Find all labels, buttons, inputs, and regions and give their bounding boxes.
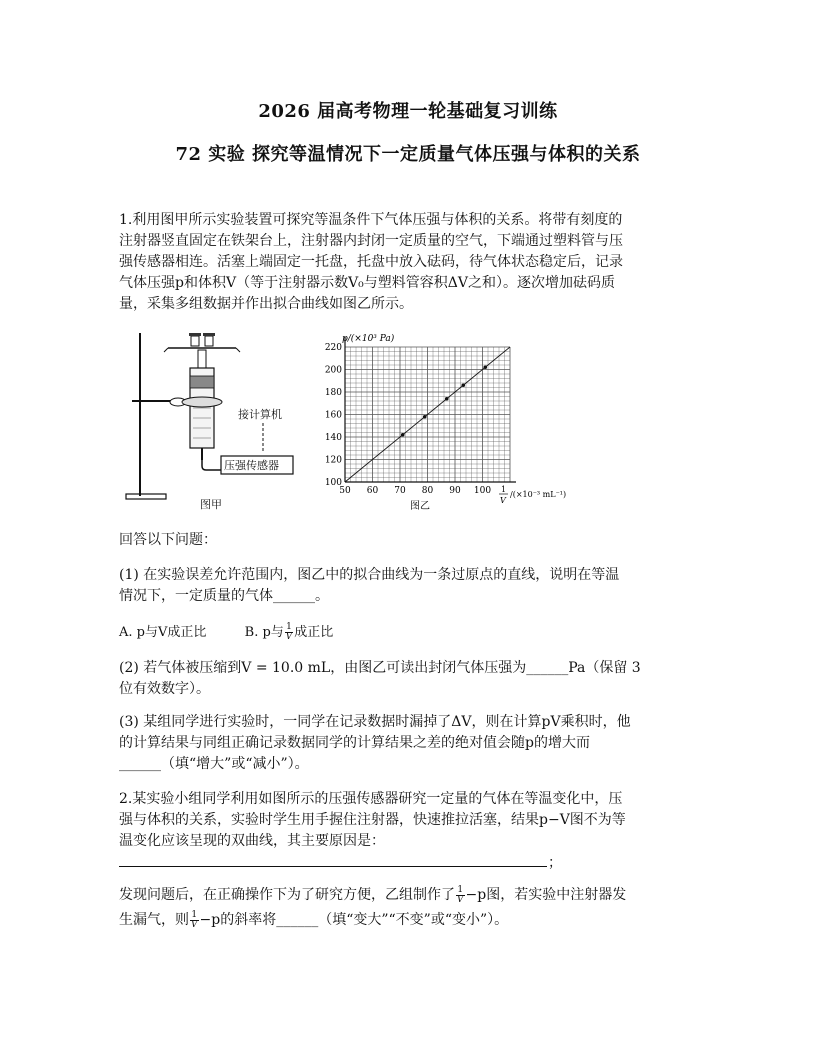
q1-sub3-line: 的计算结果与同组正确记录数据同学的计算结果之差的绝对值会随p的增大而 (119, 735, 590, 751)
q1-sub1-line: 情况下，一定质量的气体______。 (119, 588, 329, 604)
chart-x-tick-label: 100 (473, 486, 492, 496)
q1-intro-line: 量，采集多组数据并作出拟合曲线如图乙所示。 (119, 296, 413, 312)
chart-x-tick-label: 60 (366, 486, 379, 496)
q1-sub1-line: (1) 在实验误差允许范围内，图乙中的拟合曲线为一条过原点的直线，说明在等温 (119, 567, 620, 583)
label-pressure-sensor: 压强传感器 (224, 459, 279, 472)
q2-line: 温变化应该呈现的双曲线，其主要原因是： (119, 833, 385, 849)
answer-blank-end: ； (548, 855, 562, 871)
chart-xlabel-den: V (500, 496, 506, 505)
chart-x-tick-label: 70 (394, 486, 406, 496)
chart-data-point (401, 433, 405, 437)
chart-y-tick-label: 180 (324, 388, 342, 398)
q1-sub3-line: ______（填“增大”或“减小”）。 (119, 756, 309, 772)
q2-line5-prefix: 生漏气，则 (119, 912, 189, 928)
q2-line: 强与体积的关系，实验时学生用手握住注射器，快速推拉活塞，结果p−V图不为等 (119, 812, 626, 828)
q1-sub3 (119, 712, 699, 775)
label-computer: 接计算机 (238, 408, 282, 421)
fraction-1-over-v (456, 886, 465, 905)
chart-y-tick-label: 200 (324, 365, 342, 376)
q1-sub2 (119, 658, 699, 700)
q1-intro-line: 气体压强p和体积V（等于注射器示数V₀与塑料管容积ΔV之和）。逐次增加砝码质 (119, 275, 616, 291)
q2-followup (119, 885, 699, 931)
fraction-num: 1 (191, 909, 198, 920)
fraction-den: V (191, 919, 198, 930)
fraction-1-over-v (285, 623, 294, 642)
option-b-prefix: B. p与 (244, 625, 284, 640)
fraction-1-over-v (190, 911, 199, 930)
q1-intro-line: 1.利用图甲所示实验装置可探究等温条件下气体压强与体积的关系。将带有刻度的 (119, 212, 623, 228)
answer-blank-line (119, 866, 547, 867)
q1-sub2-line: 位有效数字）。 (119, 681, 210, 697)
fraction-den: V (285, 632, 293, 642)
q2-line5 (119, 910, 699, 931)
q1-intro-line: 强传感器相连。活塞上端固定一托盘，托盘中放入砝码，待气体状态稳定后，记录 (119, 254, 623, 270)
chart-y-tick-label: 100 (324, 478, 342, 488)
chart-data-point (483, 365, 487, 369)
fraction-num: 1 (457, 884, 464, 895)
q1-sub2-line: (2) 若气体被压缩到V = 10.0 mL，由图乙可读出封闭气体压强为______Pa（保留 3 (119, 660, 641, 676)
chart-x-tick-label: 90 (449, 486, 461, 496)
option-b-suffix: 成正比 (294, 625, 334, 640)
q1-intro-line: 注射器竖直固定在铁架台上，注射器内封闭一定质量的空气，下端通过塑料管与压 (119, 233, 623, 249)
chart-y-tick-label: 160 (324, 410, 342, 421)
page-title: 2026 届高考物理一轮基础复习训练 (258, 101, 558, 122)
fraction-num: 1 (286, 622, 292, 632)
option-b (244, 622, 334, 642)
chart-y-tick-label: 120 (324, 455, 342, 466)
chart-data-point (445, 397, 449, 401)
chart-xlabel-num: 1 (501, 485, 507, 494)
chart-p-vs-inverse-v (310, 325, 590, 520)
page-subtitle: 72 实验 探究等温情况下一定质量气体压强与体积的关系 (175, 144, 641, 165)
q1-sub3-line: (3) 某组同学进行实验时，一同学在记录数据时漏掉了ΔV，则在计算pV乘积时，他 (119, 714, 631, 730)
chart-ylabel: p/(×10³ Pa) (342, 334, 395, 344)
chart-y-tick-label: 220 (324, 343, 342, 353)
chart-xlabel-unit: /(×10⁻³ mL⁻¹) (510, 490, 567, 499)
chart-y-tick-label: 140 (324, 433, 342, 443)
answer-prompt: 回答以下问题： (119, 532, 217, 548)
q2-intro (119, 789, 699, 852)
option-a: A. p与V成正比 (119, 625, 207, 640)
chart-data-point (461, 383, 465, 387)
q2-line5-suffix: −p的斜率将______（填“变大”“不变”或“变小”）。 (199, 912, 509, 928)
q2-line4 (119, 885, 699, 906)
q2-line4-suffix: −p图，若实验中注射器发 (465, 887, 627, 903)
q1-intro (119, 210, 699, 315)
q2-line4-prefix: 发现问题后，在正确操作下为了研究方便，乙组制作了 (119, 887, 455, 903)
q2-line: 2.某实验小组同学利用如图所示的压强传感器研究一定量的气体在等温变化中，压 (119, 791, 623, 807)
chart-x-tick-label: 80 (421, 486, 434, 496)
q1-sub1 (119, 565, 699, 607)
figure-a-caption: 图甲 (200, 498, 222, 511)
chart-data-point (423, 415, 427, 419)
fraction-den: V (457, 894, 464, 905)
q1-options (119, 622, 699, 643)
chart-caption: 图乙 (410, 501, 430, 512)
chart-x-tick-label: 50 (339, 486, 351, 496)
